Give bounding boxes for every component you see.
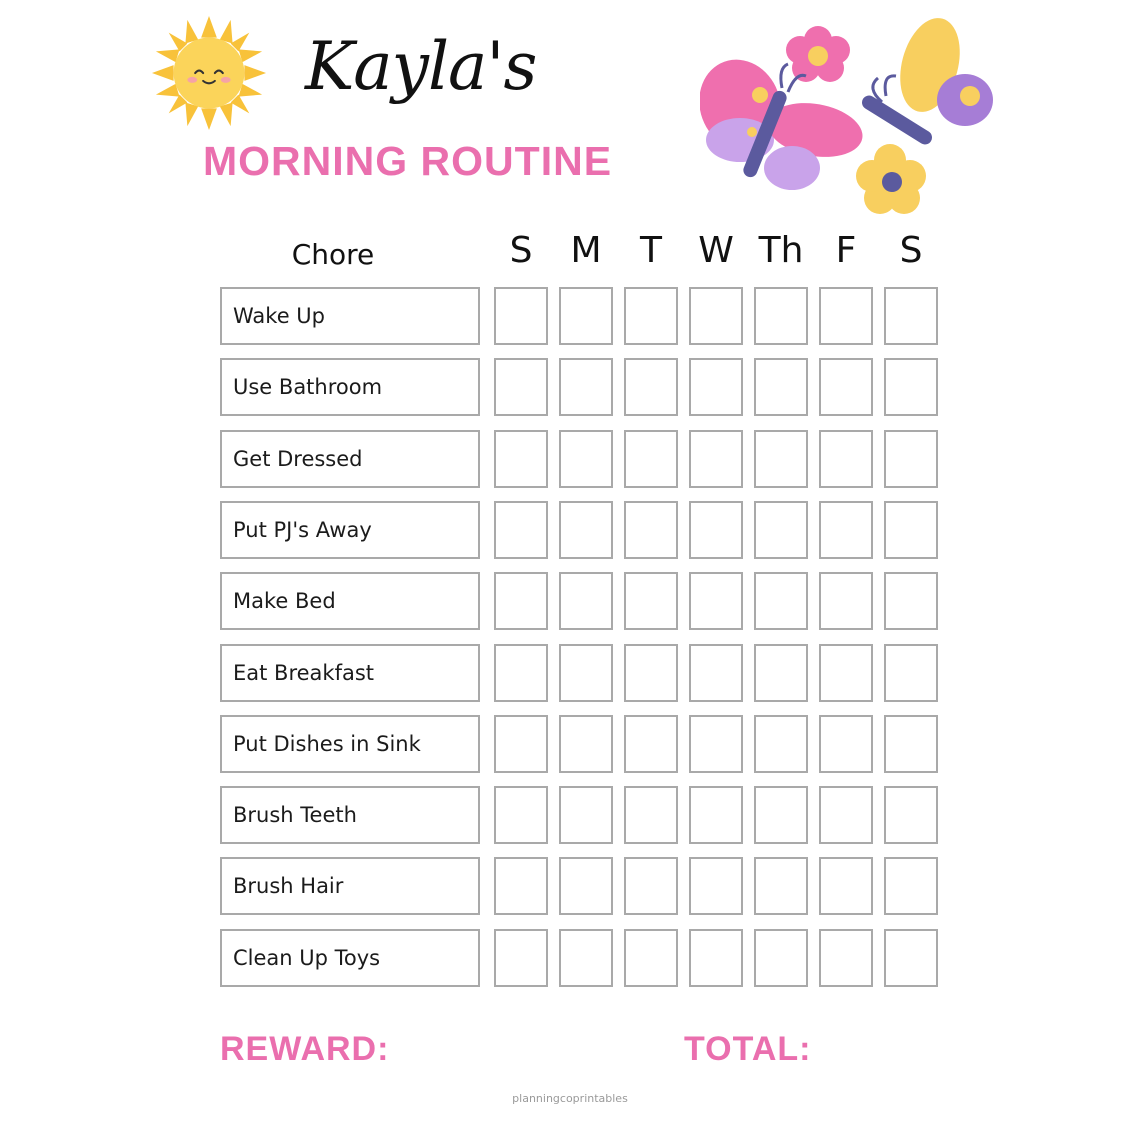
sun-icon	[150, 14, 268, 132]
day-checkbox[interactable]	[624, 572, 678, 630]
chore-label: Get Dressed	[220, 430, 480, 488]
day-checkbox[interactable]	[624, 501, 678, 559]
reward-label: REWARD:	[220, 1030, 390, 1068]
day-checkbox[interactable]	[884, 287, 938, 345]
day-checkbox[interactable]	[819, 929, 873, 987]
day-header: T	[640, 230, 662, 271]
chore-label: Clean Up Toys	[220, 929, 480, 987]
credit-text: planningcoprintables	[512, 1092, 628, 1105]
day-checkbox[interactable]	[689, 929, 743, 987]
day-checkbox[interactable]	[494, 287, 548, 345]
day-checkbox[interactable]	[494, 715, 548, 773]
day-checkbox[interactable]	[884, 644, 938, 702]
day-checkbox[interactable]	[494, 644, 548, 702]
chore-column-header: Chore	[291, 238, 375, 271]
day-checkbox[interactable]	[494, 572, 548, 630]
chore-label: Put Dishes in Sink	[220, 715, 480, 773]
page-title: MORNING ROUTINE	[203, 138, 613, 184]
day-checkbox[interactable]	[559, 715, 613, 773]
day-checkbox[interactable]	[624, 287, 678, 345]
total-label: TOTAL:	[684, 1030, 812, 1068]
day-checkbox[interactable]	[689, 786, 743, 844]
chore-label: Use Bathroom	[220, 358, 480, 416]
day-header: W	[698, 230, 734, 271]
day-checkbox[interactable]	[494, 857, 548, 915]
day-checkbox[interactable]	[884, 358, 938, 416]
day-checkbox[interactable]	[559, 857, 613, 915]
day-checkbox[interactable]	[689, 644, 743, 702]
day-checkbox[interactable]	[689, 430, 743, 488]
flower-icon	[856, 144, 926, 214]
day-checkbox[interactable]	[624, 430, 678, 488]
day-checkbox[interactable]	[559, 644, 613, 702]
butterfly-illustration	[700, 10, 1000, 220]
chore-label: Eat Breakfast	[220, 644, 480, 702]
day-checkbox[interactable]	[689, 857, 743, 915]
day-checkbox[interactable]	[754, 287, 808, 345]
day-checkbox[interactable]	[819, 430, 873, 488]
day-header: S	[509, 230, 533, 271]
day-checkbox[interactable]	[819, 786, 873, 844]
day-checkbox[interactable]	[884, 715, 938, 773]
day-checkbox[interactable]	[754, 501, 808, 559]
day-checkbox[interactable]	[819, 287, 873, 345]
day-checkbox[interactable]	[689, 358, 743, 416]
day-checkbox[interactable]	[494, 358, 548, 416]
day-checkbox[interactable]	[884, 786, 938, 844]
day-checkbox[interactable]	[624, 929, 678, 987]
day-checkbox[interactable]	[494, 786, 548, 844]
day-checkbox[interactable]	[754, 929, 808, 987]
day-checkbox[interactable]	[884, 501, 938, 559]
day-checkbox[interactable]	[689, 501, 743, 559]
day-checkbox[interactable]	[494, 501, 548, 559]
day-header: S	[899, 230, 923, 271]
day-checkbox[interactable]	[559, 287, 613, 345]
chore-label: Put PJ's Away	[220, 501, 480, 559]
day-checkbox[interactable]	[884, 430, 938, 488]
day-checkbox[interactable]	[494, 929, 548, 987]
day-checkbox[interactable]	[754, 430, 808, 488]
day-checkbox[interactable]	[754, 857, 808, 915]
day-checkbox[interactable]	[819, 501, 873, 559]
day-checkbox[interactable]	[624, 358, 678, 416]
day-checkbox[interactable]	[754, 572, 808, 630]
day-checkbox[interactable]	[559, 572, 613, 630]
day-checkbox[interactable]	[559, 786, 613, 844]
day-checkbox[interactable]	[559, 430, 613, 488]
day-checkbox[interactable]	[494, 430, 548, 488]
day-header: F	[835, 230, 857, 271]
day-checkbox[interactable]	[819, 572, 873, 630]
day-checkbox[interactable]	[559, 501, 613, 559]
chore-label: Brush Hair	[220, 857, 480, 915]
day-checkbox[interactable]	[689, 572, 743, 630]
day-checkbox[interactable]	[819, 644, 873, 702]
day-checkbox[interactable]	[689, 715, 743, 773]
chart-owner-name: Kayla's	[305, 28, 537, 105]
day-checkbox[interactable]	[884, 857, 938, 915]
chore-label: Brush Teeth	[220, 786, 480, 844]
day-checkbox[interactable]	[624, 786, 678, 844]
day-checkbox[interactable]	[754, 786, 808, 844]
chore-label: Wake Up	[220, 287, 480, 345]
day-checkbox[interactable]	[624, 857, 678, 915]
day-checkbox[interactable]	[884, 929, 938, 987]
butterfly-icon	[859, 11, 993, 147]
day-checkbox[interactable]	[819, 358, 873, 416]
day-checkbox[interactable]	[884, 572, 938, 630]
flower-icon	[786, 26, 850, 82]
day-header: Th	[758, 230, 804, 271]
day-checkbox[interactable]	[624, 644, 678, 702]
day-checkbox[interactable]	[689, 287, 743, 345]
day-checkbox[interactable]	[819, 857, 873, 915]
chore-label: Make Bed	[220, 572, 480, 630]
day-header: M	[570, 230, 602, 271]
day-checkbox[interactable]	[754, 644, 808, 702]
day-checkbox[interactable]	[819, 715, 873, 773]
day-checkbox[interactable]	[754, 358, 808, 416]
day-checkbox[interactable]	[754, 715, 808, 773]
day-checkbox[interactable]	[559, 929, 613, 987]
day-checkbox[interactable]	[559, 358, 613, 416]
day-checkbox[interactable]	[624, 715, 678, 773]
